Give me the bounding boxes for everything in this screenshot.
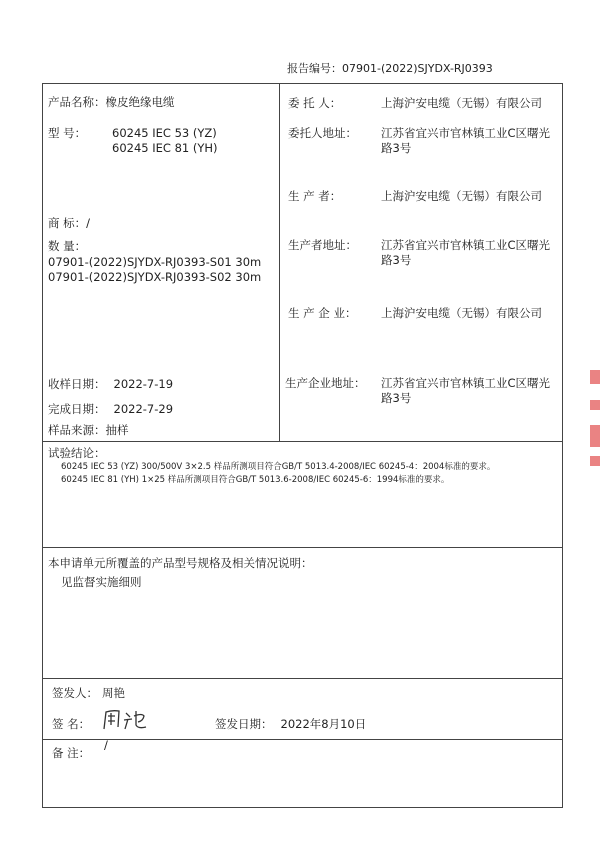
conclusion-line-2: 60245 IEC 81 (YH) 1×25 样品所测项目符合GB/T 5013.6-2008/IEC 60245-6：1994标准的要求。 [61,475,450,485]
table-bottom-border [42,807,563,808]
factory-label: 生 产 企 业： [288,306,357,320]
issue-date-value: 2022年8月10日 [280,717,367,731]
factory-value: 上海沪安电缆（无锡）有限公司 [381,306,542,320]
producer-label: 生 产 者： [288,189,342,203]
brand-value: / [86,216,91,230]
coverage-label: 本申请单元所覆盖的产品型号规格及相关情况说明： [48,556,313,570]
quantity-line-2: 07901-(2022)SJYDX-RJ0393-S02 30m [48,270,262,284]
brand [48,216,90,230]
producer-address-line-2: 路3号 [381,253,412,267]
row-divider-4 [42,739,563,740]
received-date-value: 2022-7-19 [113,377,174,391]
row-divider-1 [42,441,563,442]
producer-address-label: 生产者地址： [288,238,357,252]
table-left-border [42,83,43,808]
producer-address-line-1: 江苏省宜兴市官林镇工业C区曙光 [381,238,551,252]
product-name-label: 产品名称： [48,95,106,109]
model-2: 60245 IEC 81 (YH) [112,141,218,155]
sample-source [48,423,129,437]
completed-date-value: 2022-7-29 [113,402,174,416]
quantity-label: 数 量： [48,239,87,253]
client-address-line-1: 江苏省宜兴市官林镇工业C区曙光 [381,126,551,140]
report-number-label: 报告编号： [287,62,342,75]
producer-value: 上海沪安电缆（无锡）有限公司 [381,189,542,203]
signature-label: 签 名： [52,717,91,731]
stamp-fragment-3 [590,425,600,447]
row-divider-2 [42,547,563,548]
completed-date [48,402,173,416]
report-number [287,62,493,76]
client-label: 委 托 人： [288,96,342,110]
stamp-fragment-1 [590,370,600,384]
sample-source-label: 样品来源： [48,423,106,437]
issue-date [215,717,366,731]
row-divider-3 [42,678,563,679]
client-value: 上海沪安电缆（无锡）有限公司 [381,96,542,110]
completed-date-label: 完成日期： [48,402,106,416]
factory-address-label: 生产企业地址： [285,376,366,390]
factory-address-line-2: 路3号 [381,391,412,405]
model-1: 60245 IEC 53 (YZ) [112,126,217,140]
issuer-value: 周艳 [102,686,125,700]
brand-label: 商 标： [48,216,87,230]
issuer [52,686,125,700]
remarks-value: / [104,738,108,752]
conclusion-line-1: 60245 IEC 53 (YZ) 300/500V 3×2.5 样品所测项目符合GB/T 5013.4-2008/IEC 60245-4：2004标准的要求。 [61,462,496,472]
product-name [48,95,175,109]
issue-date-label: 签发日期： [215,717,273,731]
table-top-border [42,83,563,84]
product-name-value: 橡皮绝缘电缆 [105,95,175,109]
model-label: 型 号： [48,126,87,140]
sample-source-value: 抽样 [105,423,129,437]
column-divider [279,83,280,441]
stamp-fragment-4 [590,456,600,466]
report-number-value: 07901-(2022)SJYDX-RJ0393 [342,62,493,75]
client-address-line-2: 路3号 [381,141,412,155]
received-date-label: 收样日期： [48,377,106,391]
remarks-label: 备 注： [52,746,91,760]
client-address-label: 委托人地址： [288,126,357,140]
conclusion-label: 试验结论： [48,446,106,460]
table-right-border [562,83,563,808]
factory-address-line-1: 江苏省宜兴市官林镇工业C区曙光 [381,376,551,390]
received-date [48,377,173,391]
handwritten-signature [100,707,155,733]
quantity-line-1: 07901-(2022)SJYDX-RJ0393-S01 30m [48,255,262,269]
coverage-value: 见监督实施细则 [61,575,142,589]
issuer-label: 签发人： [52,686,98,700]
stamp-fragment-2 [590,400,600,410]
